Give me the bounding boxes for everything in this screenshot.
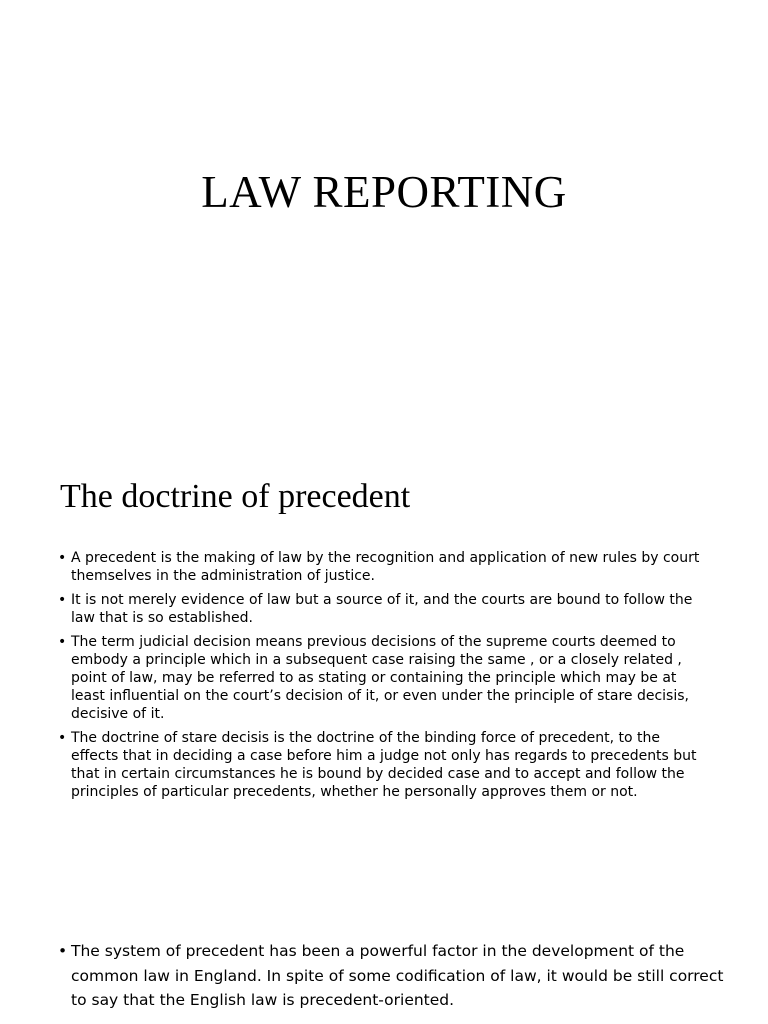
slide-title bbox=[0, 0, 768, 432]
slide-doctrine-of-precedent bbox=[0, 432, 768, 864]
bullet-list bbox=[58, 939, 728, 1013]
slide-precedent-system bbox=[0, 864, 768, 1024]
bullet-list bbox=[58, 549, 708, 807]
bullet-icon: • bbox=[58, 730, 67, 746]
bullet-text: The term judicial decision means previous decisions of the supreme courts deemed to embody a principle which in a subsequent case raising the same , or a closely related , point of law, may be referred to as stating or containing the principle which may be at least influential on the court’s decision of it, or even under the principle of stare decisis, decisive of it. bbox=[71, 634, 689, 722]
bullet-icon: • bbox=[58, 942, 68, 960]
list-item bbox=[58, 549, 708, 585]
bullet-icon: • bbox=[58, 550, 67, 566]
bullet-text: The system of precedent has been a powerful factor in the development of the common law in England. In spite of some codification of law, it would be still correct to say that the English law is precedent-oriented. bbox=[71, 942, 724, 1009]
list-item bbox=[58, 591, 708, 627]
list-item bbox=[58, 729, 708, 801]
page-title: LAW REPORTING bbox=[201, 167, 567, 217]
slide-heading: The doctrine of precedent bbox=[60, 478, 411, 515]
bullet-text: A precedent is the making of law by the recognition and application of new rules by court themselves in the administration of justice. bbox=[71, 550, 700, 584]
list-item bbox=[58, 633, 708, 723]
bullet-text: It is not merely evidence of law but a source of it, and the courts are bound to follow the law that is so established. bbox=[71, 592, 693, 626]
bullet-icon: • bbox=[58, 634, 67, 650]
bullet-icon: • bbox=[58, 592, 67, 608]
list-item bbox=[58, 939, 728, 1013]
bullet-text: The doctrine of stare decisis is the doctrine of the binding force of precedent, to the effects that in deciding a case before him a judge not only has regards to precedents but that in certain circumstances he is bound by decided case and to accept and follow the principles of particular precedents, whether he personally approves them or not. bbox=[71, 730, 697, 800]
